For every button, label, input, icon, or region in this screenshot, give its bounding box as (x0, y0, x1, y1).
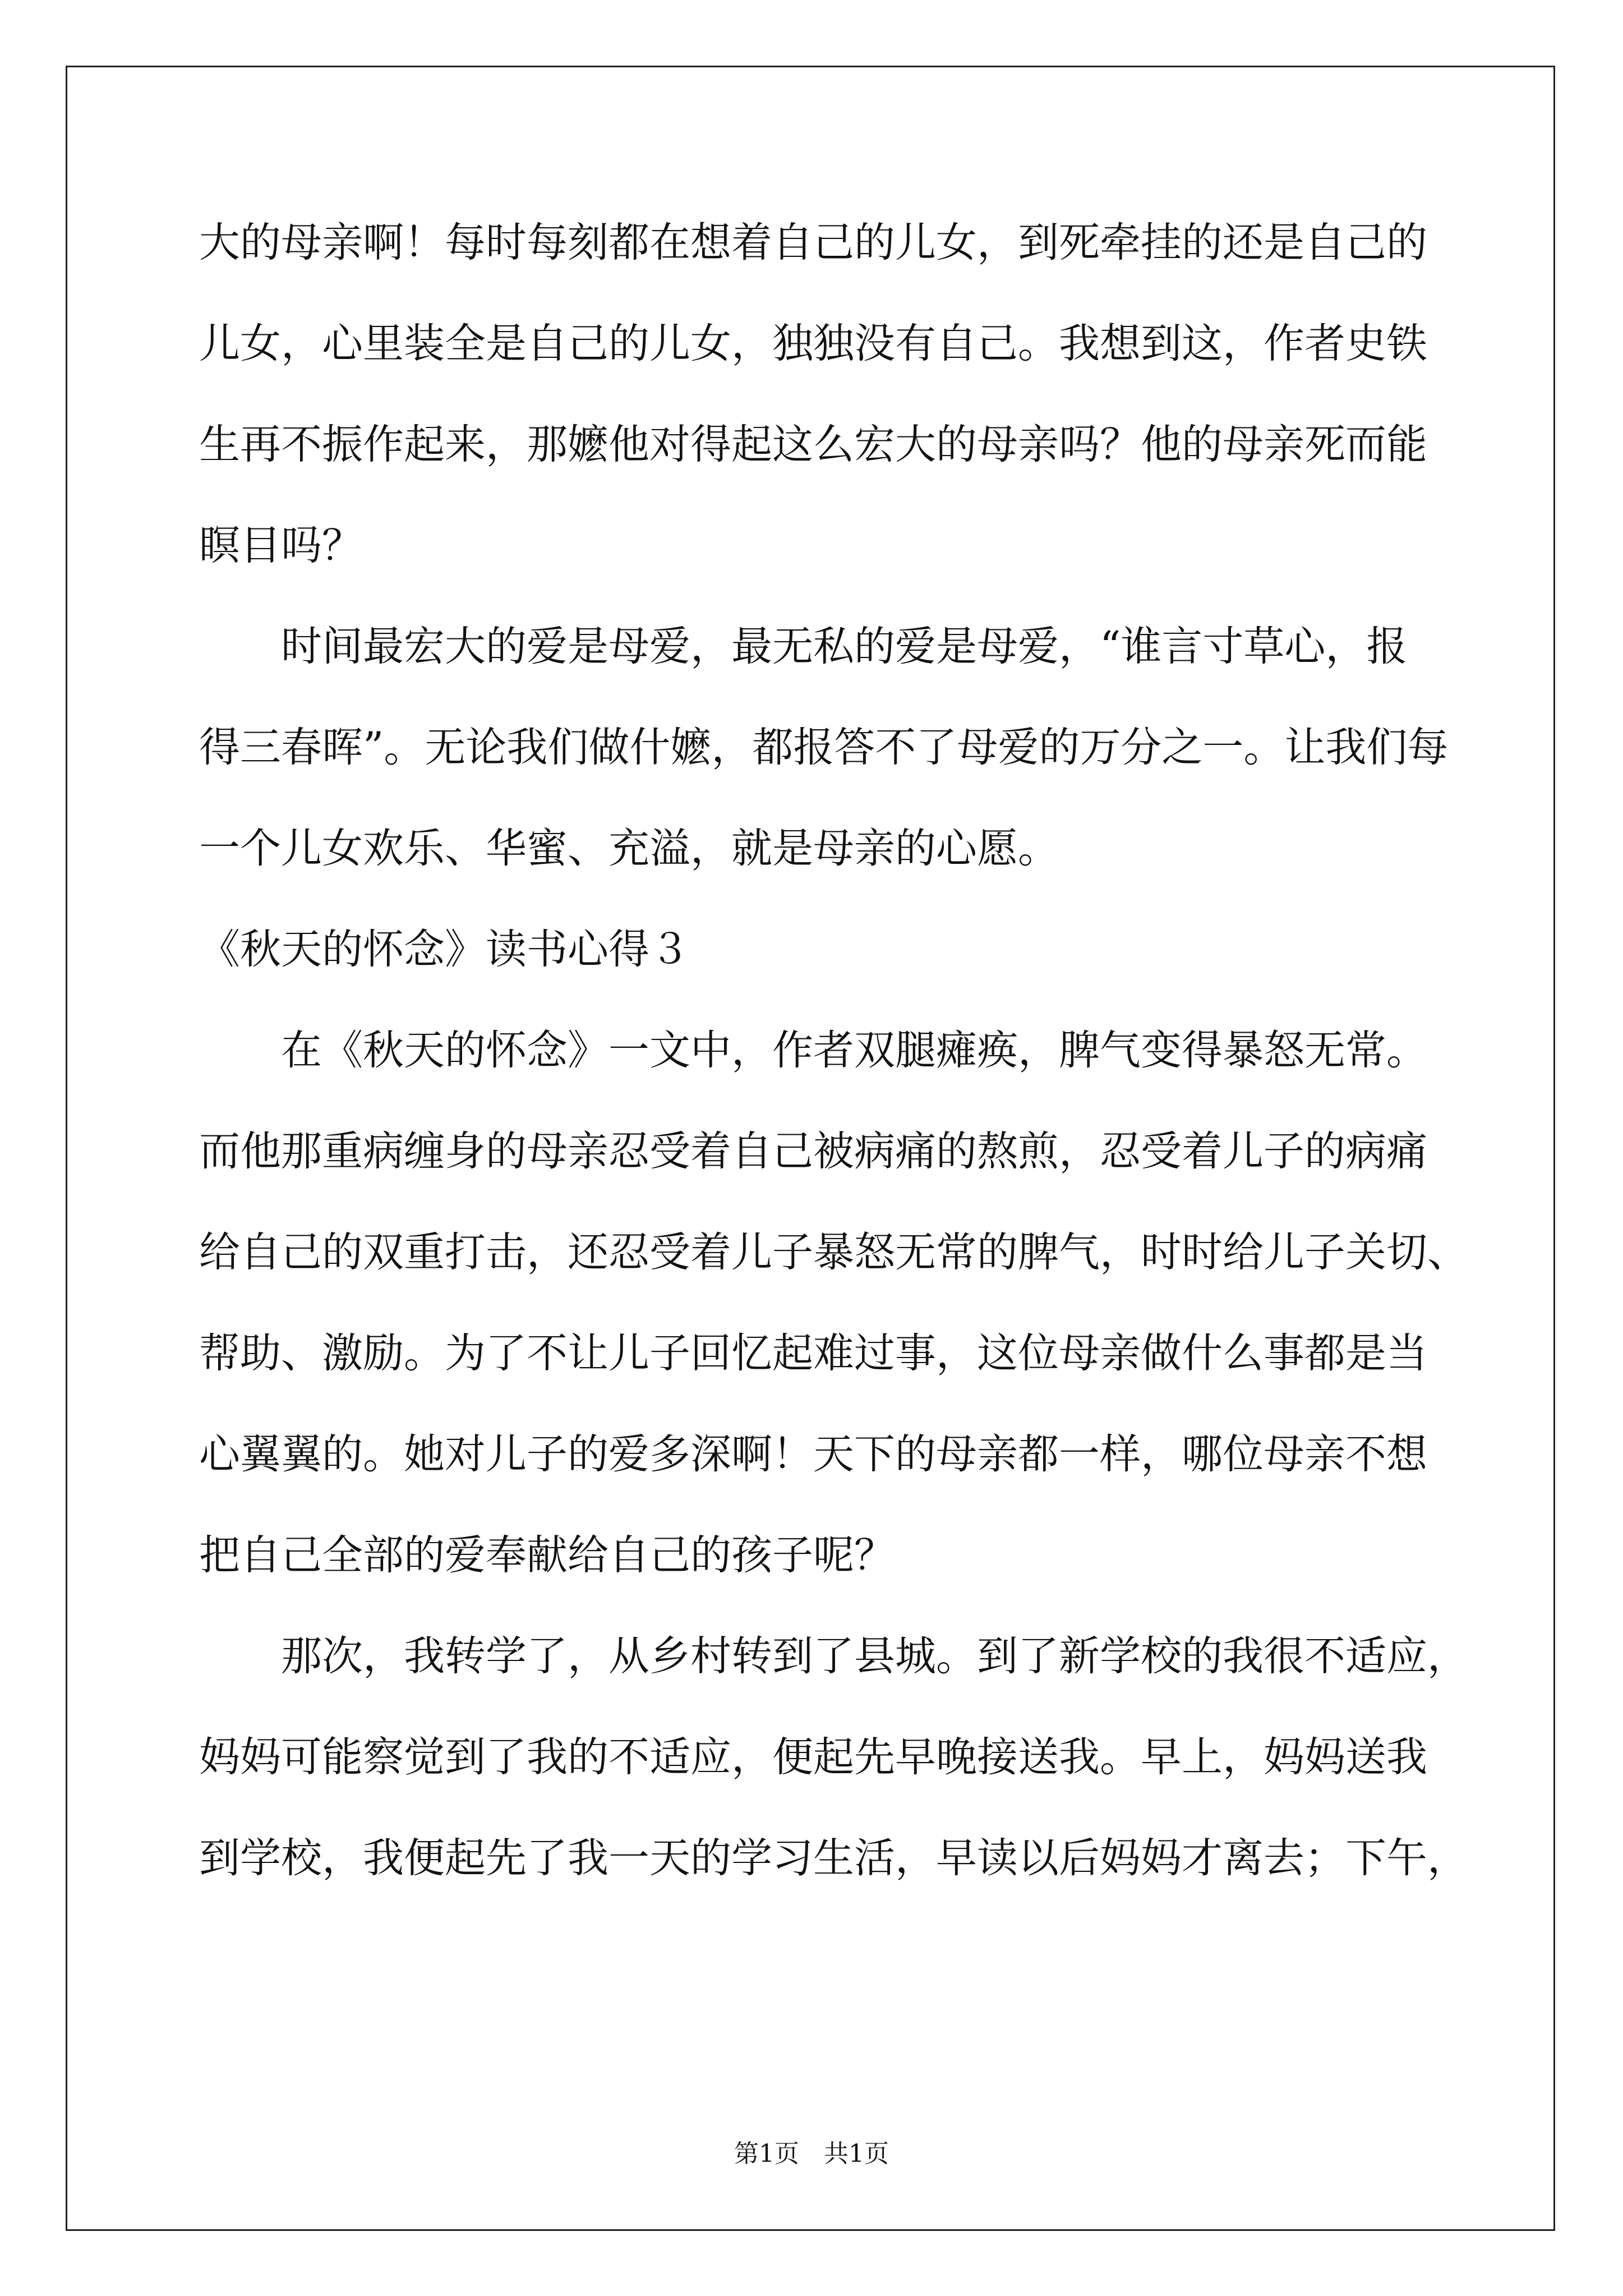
text-line: 大的母亲啊！每时每刻都在想着自己的儿女，到死牵挂的还是自己的 (199, 219, 1427, 266)
text-line: 儿女，心里装全是自己的儿女，独独没有自己。我想到这，作者史铁 (199, 320, 1427, 367)
text-line: 那次，我转学了，从乡村转到了县城。到了新学校的我很不适应， (199, 1632, 1468, 1680)
section-heading: 《秋天的怀念》读书心得３ (199, 926, 690, 973)
text-line: 时间最宏大的爱是母爱，最无私的爱是母爱，“谁言寸草心，报 (199, 623, 1408, 670)
text-line: 给自己的双重打击，还忍受着儿子暴怒无常的脾气，时时给儿子关切、 (199, 1228, 1468, 1276)
text-line: 把自己全部的爱奉献给自己的孩子呢？ (199, 1531, 895, 1579)
text-line: 生再不振作起来，那嬷他对得起这么宏大的母亲吗？他的母亲死而能 (199, 421, 1427, 468)
text-line: 妈妈可能察觉到了我的不适应，便起先早晚接送我。早上，妈妈送我 (199, 1733, 1427, 1781)
page-number-label: 第1页 共1页 (734, 2139, 889, 2168)
text-line: 瞑目吗？ (199, 522, 363, 569)
text-line: 一个儿女欢乐、华蜜、充溢，就是母亲的心愿。 (199, 825, 1059, 872)
text-line: 帮助、激励。为了不让儿子回忆起难过事，这位母亲做什么事都是当 (199, 1329, 1427, 1377)
page-footer (0, 2138, 1623, 2170)
text-line: 得三春晖”。无论我们做什嬷，都报答不了母爱的万分之一。让我们每 (199, 724, 1449, 771)
text-line: 而他那重病缠身的母亲忍受着自己被病痛的熬煎，忍受着儿子的病痛 (199, 1128, 1427, 1175)
document-body (199, 218, 1489, 1884)
text-line: 心翼翼的。她对儿子的爱多深啊！天下的母亲都一样，哪位母亲不想 (199, 1430, 1427, 1478)
text-line: 到学校，我便起先了我一天的学习生活，早读以后妈妈才离去；下午， (199, 1834, 1468, 1882)
text-line: 在《秋天的怀念》一文中，作者双腿瘫痪，脾气变得暴怒无常。 (199, 1027, 1427, 1074)
